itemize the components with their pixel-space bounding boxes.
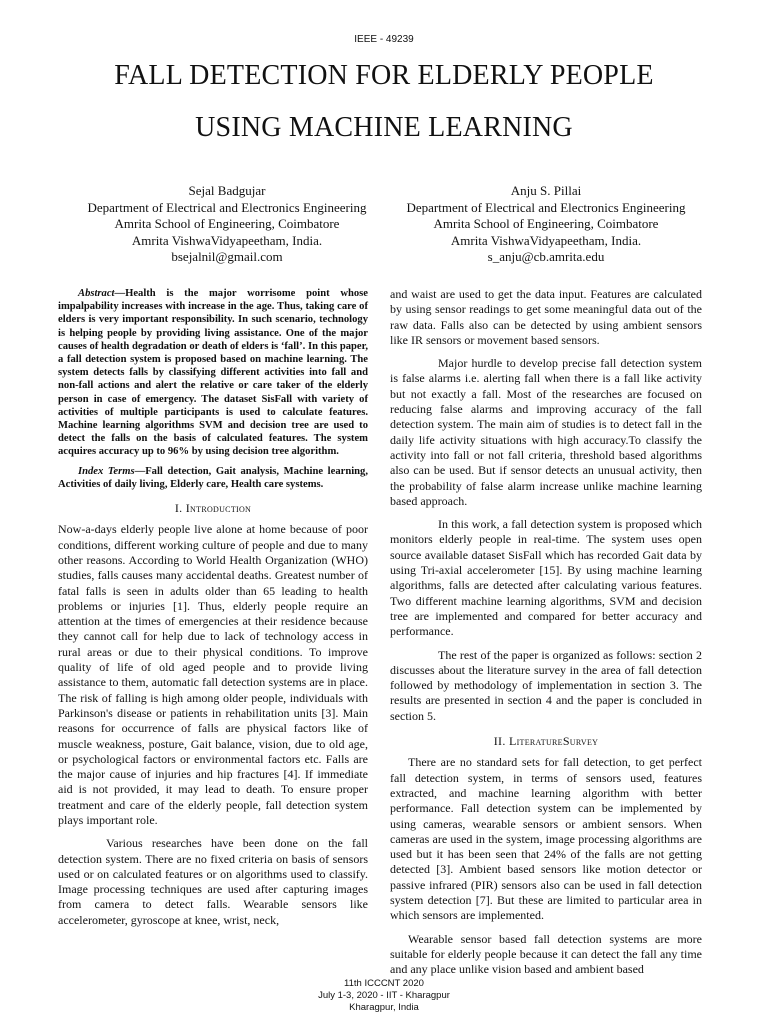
abstract-label: Abstract bbox=[78, 288, 115, 299]
left-column bbox=[58, 287, 368, 928]
body-paragraph: Various researches have been done on the fall detection system. There are no fixed criteria on basis of sensors used or on calculated features or on algorithms used to classify. Image processing techniques are used after capturing images from camera to detect falls. Wearable sensors like accelerometer, gyroscope at knee, wrist, neck, bbox=[58, 836, 368, 927]
body-paragraph: Now-a-days elderly people live alone at home because of poor conditions, different working culture of people and due to many other reasons. According to World Health Organization (WHO) studies, falls causes many accidental deaths. Greatest number of fatal falls is seen in adults older than 65 leading to health problems or injuries [1]. Thus, elderly people require an attention at the times of emergencies at their residence because they cannot call for help due to lack of technology access in rural areas or due to their physical conditions. To improve quality of life of old aged people and to provide living assistance to them, automatic fall detection systems are in place. The risk of falling is high among older people, individuals with Parkinson's disease or patients in rehabilitation units [3]. Main reasons for occurrence of falls are physical factors like of muscle weakness, posture, Gait balance, vision, due to old age, or psychological factors or environmental factors etc. Falls are the major cause of injuries and hip fractures [4]. If immediate aid is not provided, it may lead to death. To ensure proper treatment and care of the elderly people, fall detection system plays important role. bbox=[58, 522, 368, 827]
author-department: Department of Electrical and Electronics Engineering bbox=[87, 199, 367, 215]
abstract bbox=[58, 287, 368, 459]
footer-location: Kharagpur, India bbox=[349, 1002, 419, 1013]
author-block-1 bbox=[62, 183, 392, 266]
paper-title-line-2: USING MACHINE LEARNING bbox=[195, 112, 573, 143]
body-paragraph: The rest of the paper is organized as follows: section 2 discusses about the literature survey in the area of fall detection followed by methodology of implementation in section 3. The results are presented in section 4 and the paper is concluded in section 5. bbox=[390, 647, 702, 723]
author-block-2 bbox=[381, 183, 711, 266]
index-terms bbox=[58, 465, 368, 491]
author-name: Anju S. Pillai bbox=[510, 183, 582, 198]
right-column bbox=[390, 287, 702, 977]
abstract-dash: — bbox=[114, 288, 126, 299]
body-paragraph: Major hurdle to develop precise fall detection system is false alarms i.e. alerting fall when there is a fall like activity but not exactly a fall. Most of the researches are focused on reducing false alarms and improving accuracy of the fall detection system. The main aim of studies is to detect fall in the daily life activity situations with high accuracy.To classify the activity into fall or not fall criteria, threshold based algorithms also can be used. But if sensor detects an unusual activity, then the probability of false alarm increase unlike machine learning based approach. bbox=[390, 356, 702, 508]
footer-conference: 11th ICCCNT 2020 bbox=[344, 978, 424, 989]
index-terms-label: Index Terms bbox=[78, 465, 135, 477]
abstract-text: Health is the major worrisome point whose impalpability increases with increase in the age. Thus, taking care of elders is very important responsibility. In such scenario, technology is helping people by providing living assistance. One of the major causes of health degradation or death of elders is ‘fall’. In this paper, a fall detection system is proposed based on machine learning. The system detects falls by classifying different activities into fall and non-fall actions and alert the relative or care taker of the elderly person in case of emergency. The dataset SisFall with variety of activities of multiple participants is used to calculate features. Machine learning algorithms SVM and decision tree are used to detect the falls on the basis of calculated features. The system acquires accuracy up to 96% by using decision tree algorithm. bbox=[58, 288, 368, 458]
section-heading-literature-survey: II. LiteratureSurvey bbox=[493, 734, 599, 749]
author-school: Amrita School of Engineering, Coimbatore bbox=[433, 216, 659, 231]
author-email: s_anju@cb.amrita.edu bbox=[487, 249, 605, 264]
author-department: Department of Electrical and Electronics Engineering bbox=[406, 199, 686, 215]
paper-title-line-1: FALL DETECTION FOR ELDERLY PEOPLE bbox=[114, 60, 654, 91]
body-paragraph: There are no standard sets for fall detection, to get perfect fall detection system, in terms of sensors used, features extracted, and machine learning algorithm with better performance. Fall detection system can be implemented by using cameras, wearable sensors or ambient sensors. When cameras are used in the system, image processing algorithms are used but it has been seen that 24% of the falls are not getting detected [3]. Ambient based sensors like motion detector or passive infrared (PIR) sensors also can be used in fall detection system detection [7]. But these are limited to particular area in which sensors are implemented. bbox=[390, 755, 702, 923]
index-terms-dash: — bbox=[134, 465, 146, 477]
author-school: Amrita School of Engineering, Coimbatore bbox=[114, 216, 340, 231]
body-paragraph: and waist are used to get the data input. Features are calculated by using sensor readings to get some meaningful data out of the raw data. Falls also can be detected by using ambient sensors like IR sensors or movement based sensors. bbox=[390, 287, 702, 347]
index-terms-text: Fall detection, Gait analysis, Machine learning, Activities of daily living, Elderly care, Health care systems. bbox=[58, 465, 368, 490]
author-university: Amrita VishwaVidyapeetham, India. bbox=[450, 232, 642, 248]
author-university: Amrita VishwaVidyapeetham, India. bbox=[131, 232, 323, 248]
author-email: bsejalnil@gmail.com bbox=[171, 249, 283, 264]
author-name: Sejal Badgujar bbox=[188, 183, 266, 198]
conference-id: IEEE - 49239 bbox=[354, 34, 414, 45]
body-paragraph: In this work, a fall detection system is proposed which monitors elderly people in real-time. The system uses open source available dataset SisFall which has recorded Gait data by using Tri-axial accelerometer [15]. By using machine learning algorithms, falls are detected after calculating various features. Two different machine learning algorithms, SVM and decision tree are implemented and compared for better accuracy and performance. bbox=[390, 517, 702, 639]
footer-dates: July 1-3, 2020 - IIT - Kharagpur bbox=[318, 990, 450, 1001]
body-paragraph: Wearable sensor based fall detection systems are more suitable for elderly people because it can detect the fall any time and any place unlike vision based and ambient based bbox=[390, 931, 702, 977]
section-heading-introduction: I. Introduction bbox=[174, 501, 252, 516]
